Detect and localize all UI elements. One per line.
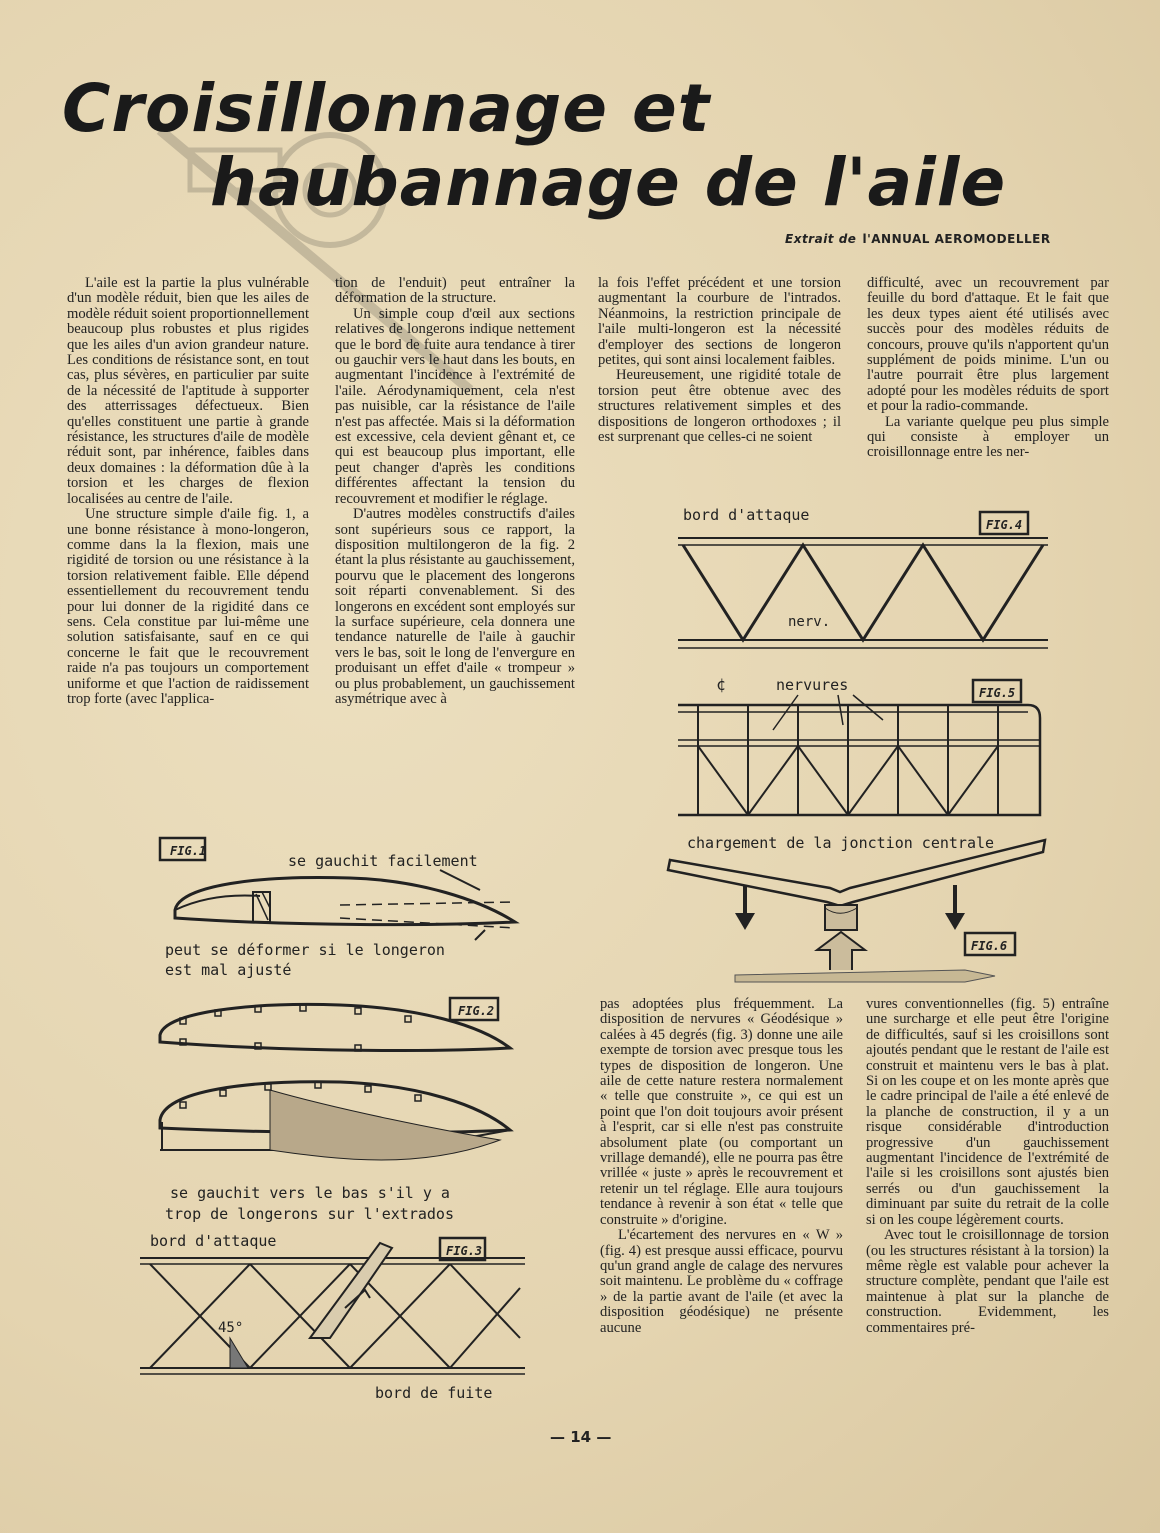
paragraph: Une structure simple d'aile fig. 1, a une bonne résistance à mono-longeron, comme dans la la flexion, mais une rigidité de torsion ou une résistance à la torsion relativement faible. Elle dépend essentiellement du recouvrement tendu pour lui donner de la rigidité dans ce sens. Cela constitue par lui-même une solution satisfaisante, sauf en ce qui concerne le fait que le recouvrement raide n'a pas toujours un comportement uniforme et que l'action de raidissement trop forte (avec l'applica- — [67, 506, 309, 707]
fig4-rib-label: nerv. — [788, 614, 831, 630]
fig3-bottom-label: bord de fuite — [375, 1384, 493, 1402]
fig2-caption-1: se gauchit vers le bas s'il y a — [170, 1184, 450, 1202]
paragraph: la fois l'effet précédent et une torsion augmentant la courbure de l'intrados. Néanmoins, la restriction principale de l'aile multi-longeron est la nécessité d'employer des sections de longeron petites, qui sont ainsi localement faibles. — [598, 275, 841, 369]
fig1-caption-top: se gauchit facilement — [288, 852, 478, 870]
fig3-angle-label: 45° — [218, 1320, 244, 1336]
article-title-line-2: haubannage de l'aile — [210, 144, 1007, 221]
paragraph: L'écartement des nervures en « W » (fig. 4) est presque aussi efficace, pourvu qu'un grand angle de calage des nervures soit maintenu. Le problème du « coffrage » de la partie avant de l'aile (et avec la disposition géodésique) ne présente aucune — [600, 1227, 843, 1336]
text-column-5 — [600, 997, 843, 1407]
fig1-caption-bottom-1: peut se déformer si le longeron — [165, 941, 445, 959]
fig2-caption-2: trop de longerons sur l'extrados — [165, 1205, 454, 1223]
figure-2-multi-spar-wing — [140, 990, 525, 1230]
paragraph: Heureusement, une rigidité totale de torsion peut être obtenue avec des structures relativement simples et des dispositions de longeron orthodoxes ; il est surprenant que celles-ci ne soient — [598, 367, 841, 446]
page-number: — 14 — — [550, 1428, 612, 1446]
fig3-top-label: bord d'attaque — [150, 1232, 277, 1250]
source-name: l'ANNUAL AEROMODELLER — [862, 232, 1051, 246]
paragraph: vures conventionnelles (fig. 5) entraîne une surcharge et elle peut être l'origine de difficultés, sauf si les croisillons sont ajoutés pendant que le restant de l'aile est construit et maintenu vers le bas à plat. Si on les coupe et on les monte après que le cadre principal de l'aile a été enlevé de la planche de construction, il y a un risque considérable d'introduction progressive d'un gauchissement augmentant l'incidence de l'extrémité de l'aile si les croisillons sont ajustés bien serrés ou d'un gauchissement la diminuant par suite du retrait de la colle si on les coupe légèrement courts. — [866, 996, 1109, 1228]
figure-6-center-joint-load — [665, 830, 1050, 990]
paragraph: pas adoptées plus fréquemment. La disposition de nervures « Géodésique » calées à 45 degrés (fig. 3) donne une aile exempte de torsion avec presque tous les types de disposition de longeron. Une aile de cette nature restera normalement « telle que construite », ce qui est un point que l'on doit toujours avoir présent à l'esprit, car si elle n'est pas construite absolument plate (ou comportant un vrillage demandé), elle ne pourra pas être vrillée « juste » après le recouvrement et retenir un tel réglage. Elle aura toujours tendance à revenir à son état « telle que construite » d'origine. — [600, 996, 843, 1228]
paragraph: tion de l'enduit) peut entraîner la déformation de la structure. — [335, 275, 575, 307]
text-column-1 — [67, 276, 309, 820]
fig5-ribs-label: nervures — [776, 676, 849, 694]
fig5-label: FIG.5 — [979, 686, 1016, 700]
source-prefix: Extrait de — [785, 232, 857, 246]
figure-1-single-spar-wing — [140, 830, 540, 985]
fig1-label: FIG.1 — [170, 844, 207, 858]
fig5-centerline-mark: ¢ — [716, 675, 726, 694]
paragraph: Avec tout le croisillonnage de torsion (ou les structures résistant à la torsion) la même règle est valable pour achever la structure complète, pendant que l'aile est maintenue à plat sur la planche de construction. Evidemment, les commentaires pré- — [866, 1227, 1109, 1336]
paragraph: difficulté, avec un recouvrement par feuille du bord d'attaque. Et le fait que les deux types aient été utilisés avec succès pour des modèles réduits de concours, prouve qu'ils n'apportent qu'un supplément de poids minime. L'un ou l'autre pourrait être plus largement adopté pour les modèles réduits de sport et pour la radio-commande. — [867, 275, 1109, 415]
text-column-6 — [866, 997, 1109, 1407]
fig2-label: FIG.2 — [458, 1004, 495, 1018]
paragraph: Un simple coup d'œil aux sections relatives de longerons indique nettement que le bord de fuite aura tendance à tirer ou gauchir vers le haut dans les bouts, en augmentant l'incidence à l'extrémité de l'aile. Aérodynamiquement, cela n'est pas nuisible, car la résistance de l'aile n'est pas affectée. Mais si la déformation est excessive, cela devient gênant et, ce qui est beaucoup plus important, elle peut changer d'après les conditions différentes affectant la tension du recouvrement et modifier le réglage. — [335, 305, 575, 507]
figure-5-crossbraced-ribs — [668, 670, 1053, 830]
source-credit — [785, 232, 1051, 246]
paragraph: D'autres modèles constructifs d'ailes sont supérieurs sous ce rapport, la disposition multilongeron de la fig. 2 étant la plus résistante au gauchissement, pourvu que le placement des longerons soit réparti convenablement. Si des longerons en excédent sont employés sur la surface supérieure, cela donnera une tendance naturelle de l'aile à gauchir vers le bas, soit le long de l'envergure en produisant un effet d'aile « trompeur » ou plus probablement, un gauchissement asymétrique avec à — [335, 506, 575, 707]
fig3-label: FIG.3 — [446, 1244, 483, 1258]
fig4-top-label: bord d'attaque — [683, 506, 810, 524]
figure-3-geodesic-ribs — [130, 1228, 530, 1408]
article-title-line-1: Croisillonnage et — [62, 70, 711, 147]
text-column-3 — [598, 276, 841, 496]
figure-4-w-ribs — [668, 500, 1053, 665]
fig6-label: FIG.6 — [971, 939, 1008, 953]
fig4-label: FIG.4 — [986, 518, 1023, 532]
text-column-2 — [335, 276, 575, 820]
fig6-caption: chargement de la jonction centrale — [687, 834, 995, 852]
paragraph: L'aile est la partie la plus vulnérable d'un modèle réduit, bien que les ailes de modèle réduit soient proportionnellement beaucoup plus robustes et plus rigides que les ailes d'un avion grandeur nature. Les conditions de résistance sont, en tout cas, plus sévères, en particulier par suite de la nécessité de l'aptitude à supporter des atterrissages défectueux. Bien qu'elles constituent une partie à grande résistance, les structures d'aile de modèle réduit sont, par inhérence, faibles dans deux domaines : la déformation dûe à la torsion et les charges de flexion localisées au centre de l'aile. — [67, 275, 309, 507]
fig1-caption-bottom-2: est mal ajusté — [165, 961, 292, 979]
paragraph: La variante quelque peu plus simple qui consiste à employer un croisillonnage entre les ner- — [867, 413, 1109, 461]
text-column-4 — [867, 275, 1109, 461]
